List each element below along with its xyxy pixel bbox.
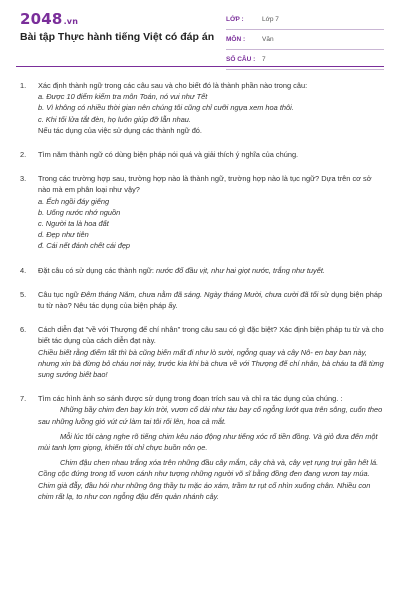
meta-row-subject bbox=[226, 30, 384, 50]
page-header bbox=[0, 0, 400, 76]
question-number: 5. bbox=[20, 289, 27, 299]
question-item: d. Đẹp như tiên bbox=[38, 230, 89, 240]
question-item: b. Uống nước nhớ nguồn bbox=[38, 207, 121, 217]
header-divider bbox=[16, 66, 384, 67]
question-6 bbox=[16, 324, 384, 380]
meta-label: SỐ CÂU : bbox=[226, 56, 256, 63]
question-text: Tìm các hình ảnh so sánh được sử dụng trong đoạn trích sau và chỉ ra tác dụng của chúng. : bbox=[38, 394, 343, 404]
meta-label: LỚP : bbox=[226, 16, 244, 23]
question-5 bbox=[16, 289, 384, 311]
question-item: c. Khi tối lửa tắt đèn, họ luôn giúp đỡ lẫn nhau. bbox=[38, 114, 191, 124]
meta-label: MÔN : bbox=[226, 36, 246, 43]
question-quote: Chiều biết rằng điểm tất thì bà cũng biến mất đi như lò sười, ngỗng quay và cây Nô- en bay ban này, nhưng xin bà đừng bỏ cháu nơi này, trước kia khi bà chưa về với Thượng đế chí nhân, bà cháu ta đã từng sung sướng biết bao! bbox=[38, 347, 384, 380]
question-2 bbox=[16, 149, 384, 160]
question-1 bbox=[16, 80, 384, 136]
question-note: Nếu tác dụng của việc sử dụng các thành ngữ đó. bbox=[38, 125, 202, 135]
question-text: Xác định thành ngữ trong các câu sau và cho biết đó là thành phần nào trong câu: bbox=[38, 81, 308, 90]
question-number: 7. bbox=[20, 394, 27, 404]
document-meta bbox=[226, 10, 384, 70]
question-number: 1. bbox=[20, 81, 27, 90]
question-text-line bbox=[38, 265, 384, 276]
question-item: b. Vì không có nhiều thời gian nên chúng tôi cũng chỉ cưỡi ngựa xem hoa thôi. bbox=[38, 103, 294, 113]
meta-row-count bbox=[226, 50, 384, 70]
document-title: Bài tập Thực hành tiếng Việt có đáp án bbox=[20, 31, 215, 43]
question-3 bbox=[16, 173, 384, 251]
meta-row-class bbox=[226, 10, 384, 30]
logo-text: 2048 bbox=[20, 10, 63, 28]
question-4 bbox=[16, 265, 384, 276]
question-text: Tìm năm thành ngữ có dùng biện pháp nói quá và giải thích ý nghĩa của chúng. bbox=[38, 150, 299, 160]
question-item: a. Được 10 điểm kiểm tra môn Toán, nó vui như Tết bbox=[38, 92, 208, 102]
question-7 bbox=[16, 393, 384, 502]
question-item: a. Ếch ngồi đáy giếng bbox=[38, 196, 110, 206]
site-logo[interactable] bbox=[20, 10, 78, 28]
meta-value: Lớp 7 bbox=[262, 16, 279, 23]
question-number: 4. bbox=[20, 265, 27, 275]
question-list bbox=[16, 80, 384, 515]
question-text: Trong các trường hợp sau, trường hợp nào là thành ngữ, trường hợp nào là tục ngữ? Dựa trên cơ sở nào mà em phân loại như vậy? bbox=[38, 174, 372, 195]
meta-value: 7 bbox=[262, 56, 266, 63]
question-text: Câu tục ngữ bbox=[38, 289, 81, 299]
question-item: c. Người ta là hoa đất bbox=[38, 219, 109, 229]
question-text: Cách diễn đạt "về với Thượng đế chí nhân" trong câu sau có gì đặc biệt? Xác định biện pháp tu từ và cho biết tác dụng của cách diễn đạt này. bbox=[38, 325, 384, 346]
excerpt-paragraph: Mỗi lúc tôi càng nghe rõ tiếng chim kêu náo động như tiếng xóc rổ tiền đồng. Và giỏ đưa đến một mùi tanh lợm giọng, khiến tôi chỉ chực buồn nôn ọe. bbox=[38, 431, 378, 453]
question-number: 3. bbox=[20, 174, 27, 184]
question-text: Đặt câu có sử dụng các thành ngữ: bbox=[38, 265, 156, 275]
excerpt-paragraph: Những bầy chim đen bay kín trời, vươn cổ dài như tàu bay cổ ngỗng lướt qua trên sông, cuốn theo sau những luồng gió vút cứ làm tai tôi rối lên, hoa cả mắt. bbox=[38, 405, 383, 426]
question-item: đ. Cái nết đánh chết cái đẹp bbox=[38, 241, 131, 251]
question-text-line bbox=[38, 289, 384, 311]
logo-tld: .vn bbox=[63, 17, 79, 26]
question-italic: nước đổ đầu vịt, như hai giọt nước, trắng như tuyết. bbox=[155, 265, 325, 275]
question-italic: Đêm tháng Năm, chưa nằm đã sáng. Ngày tháng Mười, chưa cười đã tối bbox=[80, 289, 319, 299]
meta-value: Văn bbox=[262, 36, 274, 43]
question-number: 2. bbox=[20, 150, 27, 160]
excerpt-paragraph: Chim đậu chen nhau trắng xóa trên những đầu cây mắm, cây chà và, cây vẹt rụng trụi gần hết lá. Cồng cộc đứng trong tổ vươn cánh như tượng những người võ sĩ bằng đồng đen đang vươn tay múa. Chim già đẫy, đầu hói như những ông thầy tu mặc áo xám, trầm tư rụt cổ nhìn xuống chân. Nhiều con chim rất lạ, to như con ngỗng đậu đến quản nhánh cây. bbox=[38, 458, 379, 501]
question-number: 6. bbox=[20, 325, 27, 335]
question-text-after: sử dụng biện pháp tu từ nào? Nêu tác dụng của biện pháp ấy. bbox=[38, 289, 383, 311]
